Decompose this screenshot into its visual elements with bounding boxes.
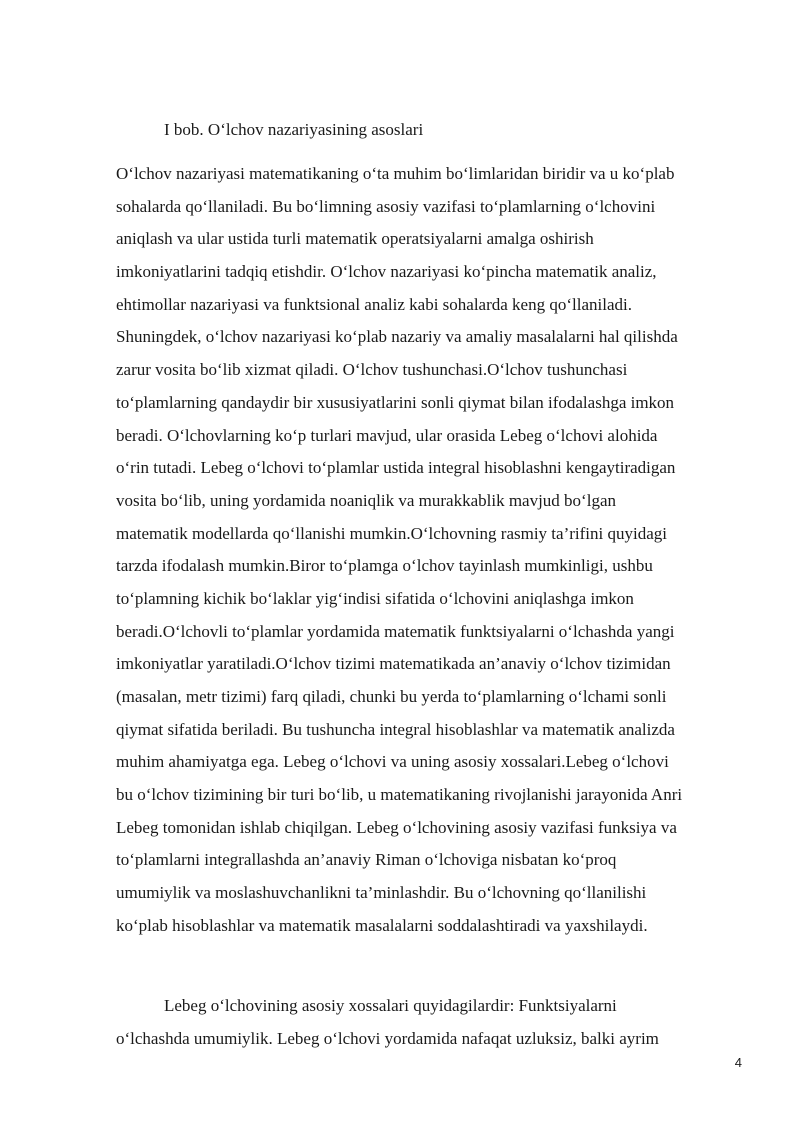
paragraph-line: Shuningdek, o‘lchov nazariyasi ko‘plab nazariy va amaliy masalalarni hal qilishda [116,327,678,347]
paragraph-line: aniqlash va ular ustida turli matematik operatsiyalarni amalga oshirish [116,229,594,249]
paragraph-line: to‘plamlarning qandaydir bir xususiyatlarini sonli qiymat bilan ifodalashga imkon [116,392,675,412]
paragraph-line: muhim ahamiyatga ega. Lebeg o‘lchovi va uning asosiy xossalari.Lebeg o‘lchovi [116,752,669,772]
paragraph-line: ehtimollar nazariyasi va funktsional analiz kabi sohalarda keng qo‘llaniladi. [116,294,632,314]
paragraph-line: to‘plamlarni integrallashda an’anaviy Riman o‘lchoviga nisbatan ko‘proq [116,850,617,870]
paragraph-line: sohalarda qo‘llaniladi. Bu bo‘limning asosiy vazifasi to‘plamlarning o‘lchovini [116,196,656,216]
chapter-heading: I bob. O‘lchov nazariyasining asoslari [164,120,424,139]
paragraph-line: umumiylik va moslashuvchanlikni ta’minlashdir. Bu o‘lchovning qo‘llanilishi [116,883,647,903]
paragraph-line: matematik modellarda qo‘llanishi mumkin.O‘lchovning rasmiy ta’rifini quyidagi [116,523,667,543]
paragraph-line: qiymat sifatida beriladi. Bu tushuncha integral hisoblashlar va matematik analizda [116,719,675,739]
paragraph-line: zarur vosita bo‘lib xizmat qiladi. O‘lchov tushunchasi.O‘lchov tushunchasi [116,360,628,380]
paragraph-line: to‘plamning kichik bo‘laklar yig‘indisi sifatida o‘lchovini aniqlashga imkon [116,588,634,608]
paragraph-line: O‘lchov nazariyasi matematikaning o‘ta muhim bo‘limlaridan biridir va u ko‘plab [116,164,675,183]
paragraph-line: bu o‘lchov tizimining bir turi bo‘lib, u matematikaning rivojlanishi jarayonida Anri [116,785,683,805]
paragraph-line: imkoniyatlar yaratiladi.O‘lchov tizimi matematikada an’anaviy o‘lchov tizimidan [116,654,671,674]
body-paragraph-2 [116,996,746,1061]
paragraph-line: tarzda ifodalash mumkin.Biror to‘plamga o‘lchov tayinlash mumkinligi, ushbu [116,556,653,576]
paragraph-line: ko‘plab hisoblashlar va matematik masalalarni soddalashtiradi va yaxshilaydi. [116,915,648,935]
page-number: 4 [734,1055,742,1070]
paragraph-line: vosita bo‘lib, uning yordamida noaniqlik va murakkablik mavjud bo‘lgan [116,490,616,510]
paragraph-line: (masalan, metr tizimi) farq qiladi, chunki bu yerda to‘plamlarning o‘lchami sonli [116,687,667,706]
paragraph-line: Lebeg tomonidan ishlab chiqilgan. Lebeg o‘lchovining asosiy vazifasi funksiya va [116,817,677,837]
paragraph-line: o‘lchashda umumiylik. Lebeg o‘lchovi yordamida nafaqat uzluksiz, balki ayrim [116,1028,659,1048]
paragraph-line: Lebeg o‘lchovining asosiy xossalari quyidagilardir: Funktsiyalarni [164,996,617,1015]
body-paragraph-1 [116,164,746,949]
paragraph-line: beradi. O‘lchovlarning ko‘p turlari mavjud, ular orasida Lebeg o‘lchovi alohida [116,425,658,445]
paragraph-line: imkoniyatlarini tadqiq etishdir. O‘lchov nazariyasi ko‘pincha matematik analiz, [116,262,657,282]
paragraph-line: o‘rin tutadi. Lebeg o‘lchovi to‘plamlar ustida integral hisoblashni kengaytiradigan [116,458,676,478]
paragraph-line: beradi.O‘lchovli to‘plamlar yordamida matematik funktsiyalarni o‘lchashda yangi [116,621,675,641]
